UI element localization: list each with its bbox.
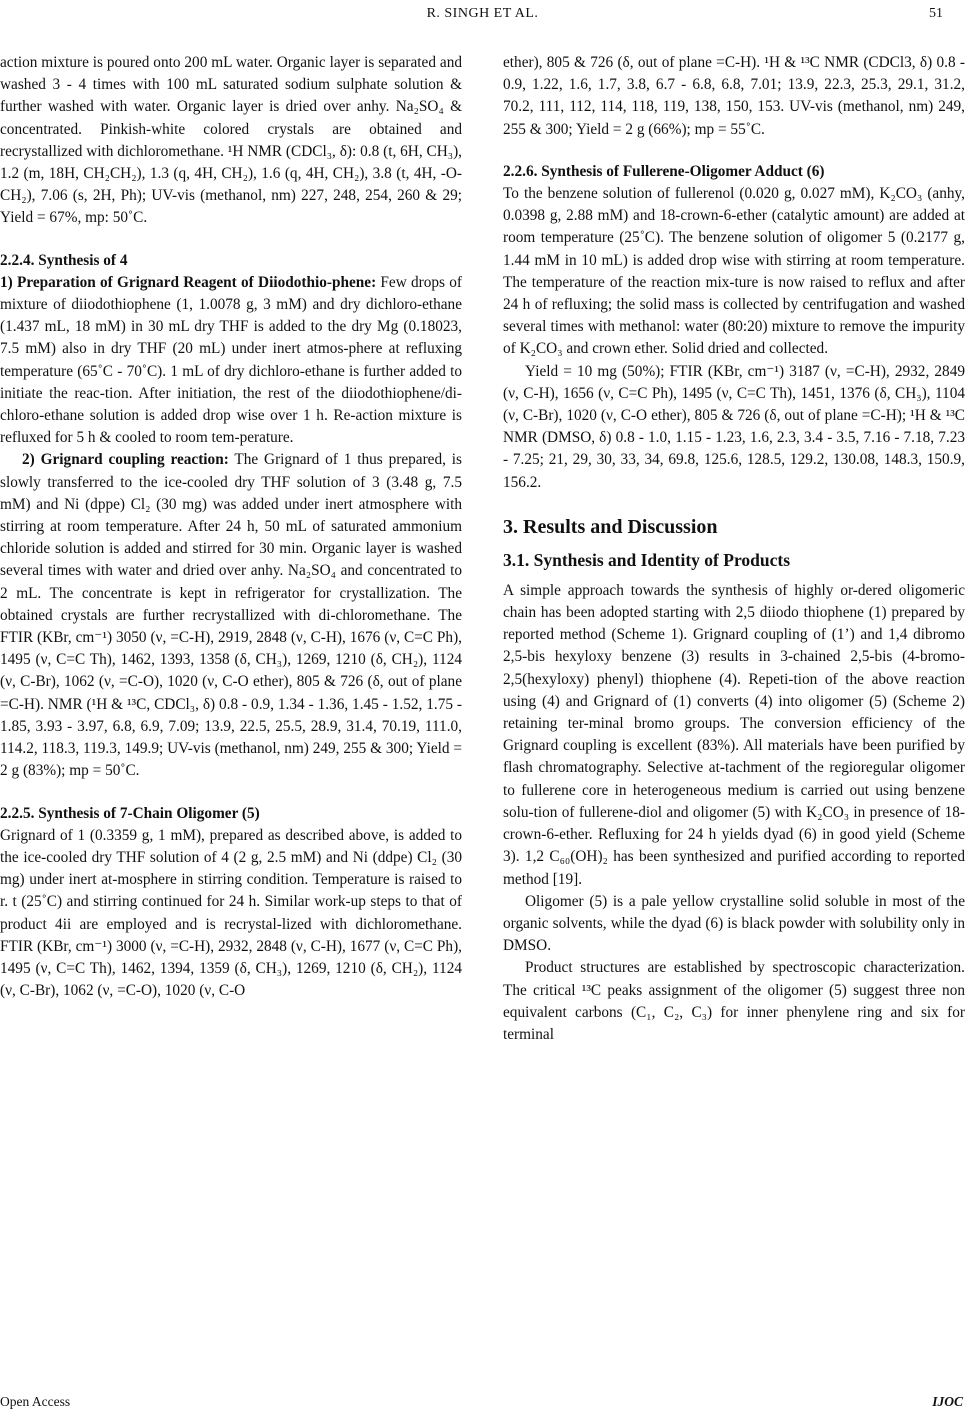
- subsection-heading: 2.2.4. Synthesis of 4: [0, 251, 128, 269]
- running-head: R. SINGH ET AL.: [426, 6, 539, 21]
- paragraph: Oligomer (5) is a pale yellow crystalline solid soluble in most of the organic solvents, while the dyad (6) is black powder with solubility only in DMSO.: [503, 892, 965, 955]
- subsection-heading: 2.2.6. Synthesis of Fullerene-Oligomer Adduct (6): [503, 162, 825, 180]
- footer-journal: IJOC: [932, 1394, 963, 1409]
- paragraph: Product structures are established by spectroscopic characterization. The critical ¹³C peaks assignment of the oligomer (5) suggest three non equivalent carbons (C₁, C₂, C₃) for inner phenylene ring and six for terminal: [503, 959, 965, 1043]
- subsection-heading: 3.1. Synthesis and Identity of Products: [503, 549, 791, 570]
- page-footer: [0, 1394, 965, 1412]
- paragraph-body: Few drops of mixture of diiodothiophene (1, 1.0078 g, 3 mM) and dry dichloro-ethane (1.437 mL, 18 mM) in 30 mL dry THF is added to the dry Mg (0.18023, 7.5 mM) also in dry THF (20 mL) under inert atmos-phere at refluxing temperature (65˚C - 70˚C). 1 mL of dry dichloro-ethane is further added to initiate the reac-tion. After initiation, the rest of the diiodothiophene/di-chloro-ethane solution is added drop wise over 1 h. Re-action mixture is refluxed for 5 h & cooled to room tem-perature.: [0, 273, 462, 447]
- left-column: [0, 52, 462, 1002]
- paragraph: ether), 805 & 726 (δ, out of plane =C-H). ¹H & ¹³C NMR (CDCl3, δ) 0.8 - 0.9, 1.22, 1.6, 1.7, 3.8, 6.7 - 6.8, 6.8, 7.01; 13.9, 22.3, 25.3, 29.1, 31.2, 70.2, 111, 112, 114, 118, 119, 138, 150, 153. UV-vis (methanol, nm) 249, 255 & 300; Yield = 2 g (66%); mp = 55˚C.: [503, 54, 965, 138]
- right-column: [503, 52, 965, 1046]
- paragraph: [0, 449, 462, 782]
- paragraph: Yield = 10 mg (50%); FTIR (KBr, cm⁻¹) 3187 (ν, =C-H), 2932, 2849 (ν, C-H), 1656 (ν, C=C Ph), 1495 (ν, C=C Th), 1451, 1376 (δ, CH₃), 1104 (ν, C-Br), 1020 (ν, C-O ether), 805 & 726 (δ, out of plane =C-H); ¹H & ¹³C NMR (DMSO, δ) 0.8 - 1.0, 1.15 - 1.23, 1.6, 2.3, 3.4 - 3.5, 7.16 - 7.18, 7.23 - 7.25; 21, 29, 30, 33, 34, 69.8, 125.6, 128.5, 129.2, 130.08, 148.3, 150.9, 156.2.: [503, 362, 965, 491]
- paragraph: Grignard of 1 (0.3359 g, 1 mM), prepared as described above, is added to the ice-cooled dry THF solution of 4 (2 g, 2.5 mM) and Ni (ddpe) Cl₂ (30 mg) under inert at-mosphere in stirring condition. Temperature is raised to r. t (25˚C) and stirring continued for 24 h. Similar work-up steps to that of product 4ii are employed and is recrystal-lized with dichloromethane. FTIR (KBr, cm⁻¹) 3000 (ν, =C-H), 2932, 2848 (ν, C-H), 1677 (ν, C=C Ph), 1495 (ν, C=C Th), 1462, 1394, 1359 (δ, CH₃), 1269, 1210 (δ, CH₂), 1124 (ν, C-Br), 1062 (ν, =C-O), 1020 (ν, C-O: [0, 826, 462, 1000]
- page-number: 51: [929, 6, 943, 21]
- paragraph: A simple approach towards the synthesis of highly or-dered oligomeric chain has been adopted starting with 2,5 diiodo thiophene (1) prepared by reported method (Scheme 1). Grignard coupling of (1’) and 1,4 dibromo 2,5-bis hexyloxy benzene (3) results in 3-chained 2,5-bis (4-bromo-2,5(hexyloxy) phenyl) thiophene (4). Repeti-tion of the above reaction using (4) and Grignard of (1) converts (4) into oligomer (5) (Scheme 2) retaining ter-minal bromo groups. The conversion efficiency of the Grignard coupling is excellent (83%). All materials have been purified by flash chromatography. Selective at-tachment of the regioregular oligomer to fullerene core in heterogeneous medium is carried out using benzene solu-tion of fullerene-diol and oligomer (5) with K₂CO₃ in presence of 18-crown-6-ether. Refluxing for 24 h yields dyad (6) in good yield (Scheme 3). 1,2 C₆₀(OH)₂ has been synthesized and purified according to reported method [19].: [503, 581, 965, 888]
- page-header: [0, 4, 965, 26]
- subsection-heading: 2.2.5. Synthesis of 7-Chain Oligomer (5): [0, 804, 260, 822]
- paragraph: To the benzene solution of fullerenol (0.020 g, 0.027 mM), K₂CO₃ (anhy, 0.0398 g, 2.88 mM) and 18-crown-6-ether (catalytic amount) are added at room temperature (25˚C). The benzene solution of oligomer 5 (0.2177 g, 1.44 mM in 10 mL) is added drop wise with stirring at room temperature. The temperature of the reaction mix-ture is now raised to reflux and after 24 h of refluxing; the solid mass is collected by centrifugation and washed several times with methanol: water (80:20) mixture to remove the impurity of K₂CO₃ and crown ether. Solid dried and collected.: [503, 185, 965, 358]
- paragraph-lead: 1) Preparation of Grignard Reagent of Diiodothio-phene:: [0, 273, 377, 291]
- paragraph: action mixture is poured onto 200 mL water. Organic layer is separated and washed 3 - 4 times with 100 mL saturated sodium sulphate solution & further washed with water. Organic layer is dried over anhy. Na₂SO₄ & concentrated. Pinkish-white colored crystals are obtained and recrystallized with dichloromethane. ¹H NMR (CDCl₃, δ): 0.8 (t, 6H, CH₃), 1.2 (m, 18H, CH₂CH₂), 1.3 (q, 4H, CH₂), 1.6 (q, 4H, CH₂), 3.8 (t, 4H, -O-CH₂), 7.06 (s, 2H, Ph); UV-vis (methanol, nm) 227, 248, 254, 260 & 29; Yield = 67%, mp: 50˚C.: [0, 54, 462, 227]
- paragraph: [0, 272, 462, 450]
- section-heading: 3. Results and Discussion: [503, 515, 718, 538]
- footer-open-access: Open Access: [0, 1394, 71, 1409]
- paragraph-lead: 2) Grignard coupling reaction:: [22, 451, 229, 469]
- paragraph-body: The Grignard of 1 thus prepared, is slowly transferred to the ice-cooled dry THF solution of 3 (3.48 g, 7.5 mM) and Ni (dppe) Cl₂ (30 mg) was added under inert atmosphere with stirring at room temperature. After 24 h, 50 mL of saturated ammonium chloride solution is added and stirred for 30 min. Organic layer is washed several times with water and dried over anhy. Na₂SO₄ and concentrated to 2 mL. The concentrate is kept in refrigerator for crystallization. The obtained crystals are further recrystallized with di-chloromethane. The FTIR (KBr, cm⁻¹) 3050 (ν, =C-H), 2919, 2848 (ν, C-H), 1676 (ν, C=C Ph), 1495 (ν, C=C Th), 1462, 1393, 1358 (δ, CH₃), 1269, 1210 (δ, CH₂), 1124 (ν, C-Br), 1062 (ν, =C-O), 1020 (ν, C-O ether), 805 & 726 (δ, out of plane =C-H). NMR (¹H & ¹³C, CDCl₃, δ) 0.8 - 0.9, 1.34 - 1.36, 1.45 - 1.52, 1.75 - 1.85, 3.93 - 3.97, 6.8, 6.9, 7.09; 13.9, 22.5, 25.5, 28.9, 31.4, 70.19, 111.0, 114.2, 118.3, 119.3, 149.9; UV-vis (methanol, nm) 249, 255 & 300; Yield = 2 g (83%); mp = 50˚C.: [0, 451, 462, 780]
